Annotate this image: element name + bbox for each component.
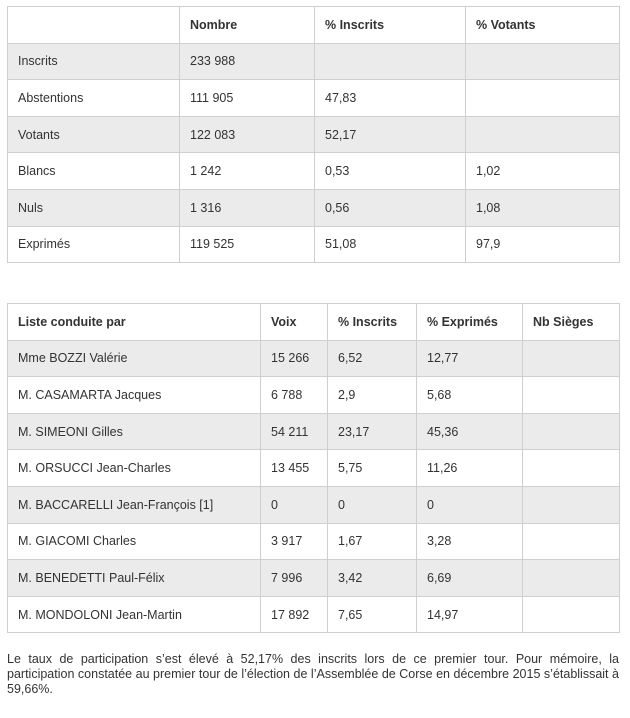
cell-pct-inscrits: 0 xyxy=(328,486,417,523)
column-header-voix: Voix xyxy=(261,304,328,341)
column-header-pct-votants: % Votants xyxy=(466,7,620,44)
cell-nombre: 119 525 xyxy=(180,226,315,263)
column-header-pct-exprimes: % Exprimés xyxy=(417,304,523,341)
results-table xyxy=(7,303,620,633)
cell-nombre: 1 316 xyxy=(180,189,315,226)
cell-voix: 0 xyxy=(261,486,328,523)
table-header-row xyxy=(8,304,620,341)
table-row xyxy=(8,340,620,377)
cell-pct-inscrits: 0,53 xyxy=(315,153,466,190)
cell-pct-votants: 1,02 xyxy=(466,153,620,190)
cell-nb-sieges xyxy=(523,486,620,523)
cell-pct-exprimes: 12,77 xyxy=(417,340,523,377)
cell-pct-exprimes: 11,26 xyxy=(417,450,523,487)
cell-pct-votants: 1,08 xyxy=(466,189,620,226)
cell-pct-inscrits: 47,83 xyxy=(315,80,466,117)
column-header-liste: Liste conduite par xyxy=(8,304,261,341)
cell-nombre: 1 242 xyxy=(180,153,315,190)
row-label: Abstentions xyxy=(8,80,180,117)
table-row xyxy=(8,189,620,226)
cell-pct-exprimes: 5,68 xyxy=(417,377,523,414)
table-row xyxy=(8,80,620,117)
cell-nb-sieges xyxy=(523,450,620,487)
cell-pct-inscrits: 7,65 xyxy=(328,596,417,633)
table-row xyxy=(8,226,620,263)
cell-liste: M. GIACOMI Charles xyxy=(8,523,261,560)
cell-voix: 3 917 xyxy=(261,523,328,560)
table-row xyxy=(8,153,620,190)
cell-pct-inscrits: 0,56 xyxy=(315,189,466,226)
table-row xyxy=(8,486,620,523)
table-row xyxy=(8,596,620,633)
cell-pct-inscrits: 6,52 xyxy=(328,340,417,377)
table-row xyxy=(8,523,620,560)
cell-voix: 6 788 xyxy=(261,377,328,414)
cell-voix: 15 266 xyxy=(261,340,328,377)
column-header-pct-inscrits: % Inscrits xyxy=(328,304,417,341)
cell-pct-inscrits: 2,9 xyxy=(328,377,417,414)
cell-voix: 54 211 xyxy=(261,413,328,450)
cell-pct-inscrits: 23,17 xyxy=(328,413,417,450)
cell-pct-votants xyxy=(466,80,620,117)
participation-table xyxy=(7,6,620,263)
cell-pct-inscrits: 51,08 xyxy=(315,226,466,263)
cell-nb-sieges xyxy=(523,523,620,560)
cell-liste: M. MONDOLONI Jean-Martin xyxy=(8,596,261,633)
table-row xyxy=(8,43,620,80)
cell-pct-votants: 97,9 xyxy=(466,226,620,263)
cell-pct-inscrits: 5,75 xyxy=(328,450,417,487)
row-label: Blancs xyxy=(8,153,180,190)
cell-pct-inscrits: 3,42 xyxy=(328,560,417,597)
table-row xyxy=(8,116,620,153)
cell-voix: 17 892 xyxy=(261,596,328,633)
cell-voix: 7 996 xyxy=(261,560,328,597)
cell-nb-sieges xyxy=(523,377,620,414)
cell-nombre: 111 905 xyxy=(180,80,315,117)
column-header xyxy=(8,7,180,44)
cell-pct-votants xyxy=(466,116,620,153)
cell-nombre: 122 083 xyxy=(180,116,315,153)
cell-pct-votants xyxy=(466,43,620,80)
cell-liste: Mme BOZZI Valérie xyxy=(8,340,261,377)
cell-nb-sieges xyxy=(523,560,620,597)
cell-pct-exprimes: 0 xyxy=(417,486,523,523)
cell-pct-inscrits: 52,17 xyxy=(315,116,466,153)
row-label: Votants xyxy=(8,116,180,153)
table-row xyxy=(8,450,620,487)
column-header-nombre: Nombre xyxy=(180,7,315,44)
cell-pct-exprimes: 3,28 xyxy=(417,523,523,560)
table-row xyxy=(8,413,620,450)
cell-liste: M. BACCARELLI Jean-François [1] xyxy=(8,486,261,523)
cell-nombre: 233 988 xyxy=(180,43,315,80)
cell-nb-sieges xyxy=(523,340,620,377)
column-header-pct-inscrits: % Inscrits xyxy=(315,7,466,44)
row-label: Nuls xyxy=(8,189,180,226)
row-label: Exprimés xyxy=(8,226,180,263)
table-row xyxy=(8,377,620,414)
row-label: Inscrits xyxy=(8,43,180,80)
cell-pct-exprimes: 45,36 xyxy=(417,413,523,450)
cell-pct-inscrits xyxy=(315,43,466,80)
cell-liste: M. CASAMARTA Jacques xyxy=(8,377,261,414)
cell-voix: 13 455 xyxy=(261,450,328,487)
cell-nb-sieges xyxy=(523,413,620,450)
table-row xyxy=(8,560,620,597)
cell-liste: M. SIMEONI Gilles xyxy=(8,413,261,450)
cell-liste: M. ORSUCCI Jean-Charles xyxy=(8,450,261,487)
table-header-row xyxy=(8,7,620,44)
cell-nb-sieges xyxy=(523,596,620,633)
cell-pct-exprimes: 6,69 xyxy=(417,560,523,597)
column-header-nb-sieges: Nb Sièges xyxy=(523,304,620,341)
cell-pct-inscrits: 1,67 xyxy=(328,523,417,560)
participation-note: Le taux de participation s’est élevé à 52,17% des inscrits lors de ce premier tour. Pour mémoire, la participation constatée au premier tour de l’élection de l’Assemblée de Corse en décembre 2015 s’établissait à 59,66%. xyxy=(7,652,619,696)
cell-liste: M. BENEDETTI Paul-Félix xyxy=(8,560,261,597)
cell-pct-exprimes: 14,97 xyxy=(417,596,523,633)
